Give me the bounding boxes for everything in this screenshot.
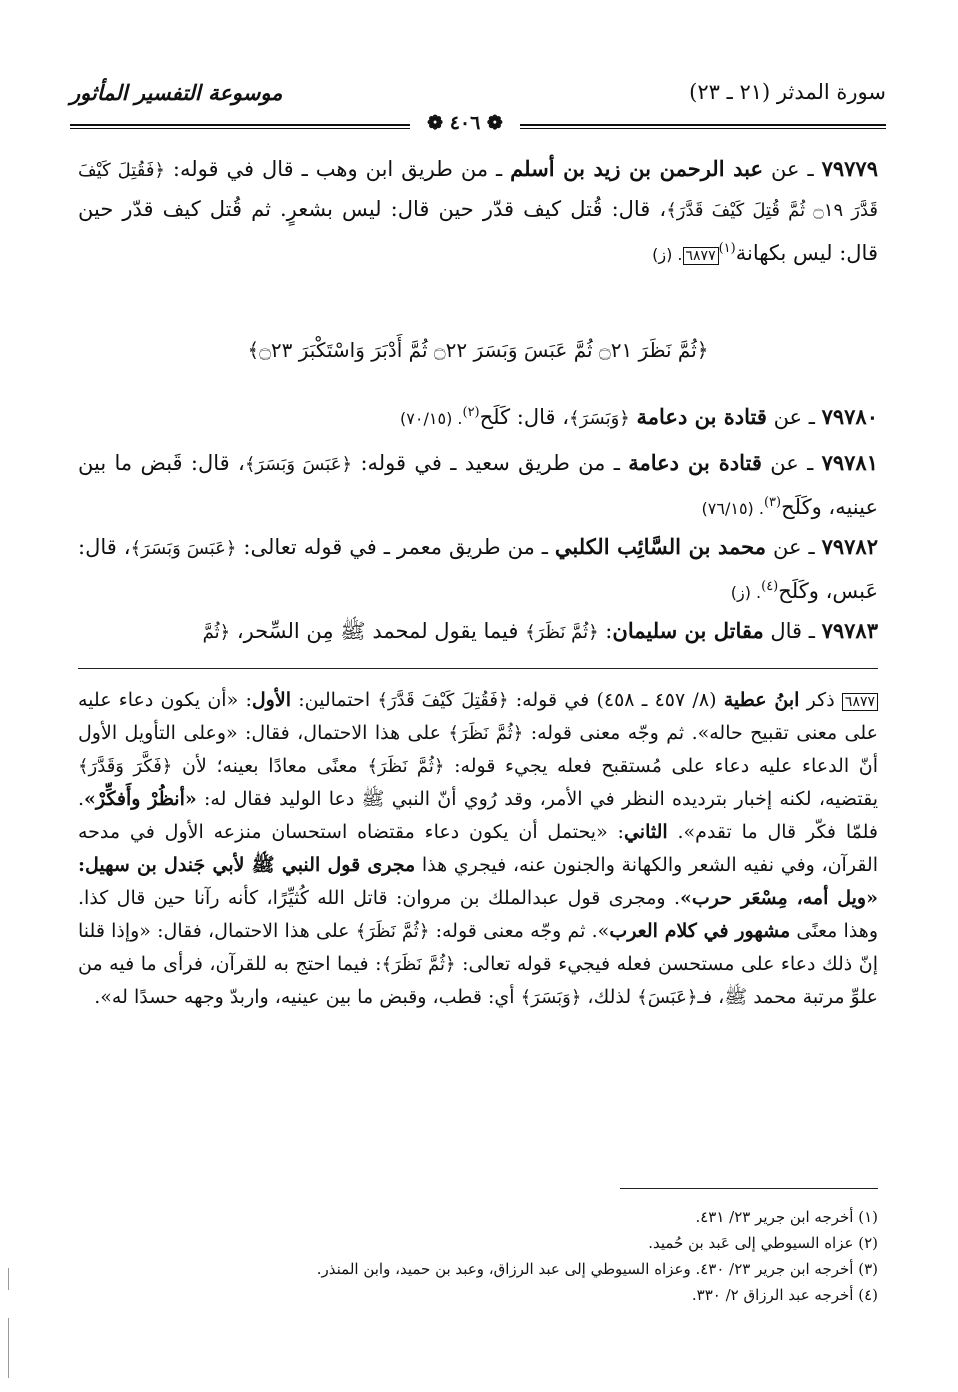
footnote-3: (٣) أخرجه ابن جرير ٢٣/ ٤٣٠. وعزاه السيوطي إلى عبد الرزاق، وعبد بن حميد، وابن المنذر. — [316, 1260, 878, 1278]
verse-range: (٢١ ـ ٢٣) — [689, 80, 771, 104]
footnote-separator — [620, 1188, 878, 1189]
source-code: . (ز) — [652, 245, 683, 264]
commentary-ref-box[interactable]: ٦٨٧٧ — [683, 247, 719, 265]
note-text: على هذا الاحتمال، فقال: «وإذا قلنا إنّ ذلك دعاء على مستحسن فعله فيجيء قوله تعالى: — [78, 920, 878, 975]
note-text: ذكر — [799, 689, 842, 711]
narrator-name: قتادة بن دعامة — [628, 450, 762, 475]
footnote-ref[interactable]: (٣) — [763, 495, 782, 510]
source-code: . (ز) — [730, 583, 762, 602]
narration-text: ـ من طريق ابن وهب ـ قال في قوله: — [164, 157, 511, 181]
narration-text: : — [598, 619, 613, 643]
narration-text: ـ من طريق معمر ـ في قوله تعالى: — [236, 535, 555, 559]
narration-number: ٧٩٧٨٣ — [821, 618, 878, 643]
quran-quote: ﴿ثُمَّ نَظَرَ﴾ — [355, 921, 430, 942]
narration-text: ، قال: عَبس، وكَلَح — [78, 535, 878, 603]
note-bold: الثاني — [623, 821, 668, 843]
footnote-ref[interactable]: (٢) — [462, 405, 480, 420]
ornament-left-icon: ❁ — [480, 112, 503, 134]
narration-text: ، قال: كَلَح — [479, 405, 570, 429]
quran-quote: ﴿ثُمَّ — [202, 622, 231, 643]
narration-79779 — [78, 150, 878, 274]
commentary-number-box: ٦٨٧٧ — [842, 693, 878, 711]
margin-mark — [8, 1318, 9, 1378]
narration-text: ، قال: قَبض ما بين عينيه، وكَلَح — [78, 451, 878, 519]
quran-quote: ﴿عَبَسَ وَبَسَرَ﴾ — [244, 454, 353, 475]
book-title: موسوعة التفسير المأثور — [70, 80, 283, 105]
narration-number: ٧٩٧٧٩ — [821, 156, 878, 181]
narrator-name: عبد الرحمن بن زيد بن أسلم — [510, 156, 764, 181]
narration-number: ٧٩٧٨١ — [821, 450, 878, 475]
note-text: : فيما احتج به للقرآن، فرأى ما فيه من علوِّ مرتبة محمد ﷺ، فـ — [78, 953, 878, 1008]
narrator-name: قتادة بن دعامة — [636, 404, 767, 429]
narration-prefix: ـ عن — [766, 535, 822, 559]
narration-prefix: ـ قال — [763, 619, 822, 643]
footnote-4: (٤) أخرجه عبد الرزاق ٢/ ٣٣٠. — [691, 1286, 878, 1304]
note-text: لذلك، — [581, 986, 638, 1008]
source-code: . (٧٠/١٥) — [400, 409, 463, 428]
quran-quote: ﴿فَقُتِلَ كَيْفَ قَدَّرَ﴾ — [377, 690, 509, 711]
narrator-name: مقاتل بن سليمان — [612, 618, 764, 643]
quran-quote: ﴿ثُمَّ نَظَرَ﴾ — [525, 622, 599, 643]
margin-mark — [8, 1268, 9, 1290]
quran-quote: ﴿وَبَسَرَ﴾ — [520, 987, 582, 1008]
commentary-note — [78, 684, 878, 1014]
quran-quote: ﴿ثُمَّ نَظَرَ﴾ — [381, 954, 456, 975]
narration-number: ٧٩٧٨٠ — [821, 404, 878, 429]
narration-79783 — [78, 612, 878, 652]
note-bold: مشهور في كلام العرب — [609, 920, 791, 942]
note-text: أي: قطب، وقبض ما بين عينيه، واربدّ وجهه حسدًا له». — [94, 986, 521, 1008]
commentary-separator — [78, 668, 878, 669]
quran-quote: ﴿عَبَسَ وَبَسَرَ﴾ — [130, 538, 237, 559]
note-text: احتمالين: — [290, 689, 378, 711]
note-text: معنًى معادًا بعينه؛ لأن — [172, 755, 368, 777]
ornament-right-icon: ❁ — [427, 112, 450, 134]
quran-quote: ﴿ثُمَّ نَظَرَ﴾ — [448, 723, 524, 744]
quran-quote: ﴿فَكَّرَ وَقَدَّرَ﴾ — [78, 756, 173, 777]
surah-heading — [689, 80, 886, 104]
note-bold: الأول — [251, 689, 291, 711]
note-text: (٨/ ٤٥٧ ـ ٤٥٨) في قوله: — [508, 689, 724, 711]
note-text: على هذا الاحتمال، فقال: «وعلى التأويل الأول أنّ الدعاء عليه دعاء على مُستقبح فعله يجيء قوله: — [78, 722, 879, 777]
footnote-2: (٢) عزاه السيوطي إلى عَبد بن حُميد. — [648, 1234, 878, 1252]
surah-title: سورة المدثر — [776, 80, 886, 104]
note-bold: ابنُ عطية — [723, 689, 800, 711]
footnote-ref[interactable]: (١) — [718, 241, 736, 256]
narration-prefix: ـ عن — [761, 451, 822, 475]
footnotes — [130, 1204, 878, 1308]
note-text: ». ثم وجّه معنى قوله: — [429, 920, 610, 942]
narrator-name: محمد بن السَّائِب الكلبي — [554, 534, 766, 559]
narration-79780 — [78, 394, 878, 438]
narration-79781 — [78, 444, 878, 528]
quran-quote: ﴿فَقُتِلَ كَيْفَ قَدَّرَ ۝١٩ ثُمَّ قُتِلَ كَيْفَ قَدَّرَ﴾ — [78, 160, 878, 221]
note-bold: مجرى قول النبي ﷺ لأبي جَندل بن سهيل: «ويل أمه، مِسْعَر حرب» — [78, 854, 878, 909]
quran-quote: ﴿ثُمَّ نَظَرَ﴾ — [367, 756, 445, 777]
source-code: . (٧٦/١٥) — [701, 499, 764, 518]
narration-prefix: ـ عن — [766, 405, 822, 429]
note-bold: «أنظُرْ وأَفكِّرْ» — [84, 788, 197, 810]
page-number-text: ٤٠٦ — [449, 112, 481, 134]
narration-text: فيما يقول لمحمد ﷺ مِن السِّحر، — [230, 619, 526, 643]
quran-quote: ﴿وَبَسَرَ﴾ — [569, 408, 630, 429]
page-number — [410, 112, 520, 138]
note-text: . ومجرى قول عبدالملك بن مروان: قاتل الله كُثيِّرًا، كأنه رآنا حين قال كذا. وهذا معنًى — [78, 887, 878, 942]
narration-text — [630, 405, 637, 429]
note-text: يقتضيه، لكنه إخبار بترديده النظر في الأمر، وقد رُوي أنّ النبي ﷺ دعا الوليد فقال له: — [196, 788, 878, 810]
quran-quote: ﴿عَبَسَ﴾ — [637, 987, 698, 1008]
note-text: : «يحتمل أن يكون دعاء مقتضاه استحسان منزعه الأول في مدحه القرآن، وفي نفيه الشعر والكهانة والجنون عنه، فيجري هذا — [78, 821, 878, 876]
narration-79782 — [78, 528, 878, 612]
footnote-ref[interactable]: (٤) — [761, 579, 779, 594]
note-text: : «أن يكون دعاء عليه على معنى تقبيح حاله». ثم وجّه معنى قوله: — [78, 689, 878, 744]
footnote-1: (١) أخرجه ابن جرير ٢٣/ ٤٣١. — [695, 1208, 878, 1226]
verse-heading: ﴿ثُمَّ نَظَرَ ۝٢١ ثُمَّ عَبَسَ وَبَسَرَ ۝٢٢ ثُمَّ أَدْبَرَ وَاسْتَكْبَرَ ۝٢٣﴾ — [247, 338, 709, 362]
narration-prefix: ـ عن — [763, 157, 822, 181]
narration-text: ـ من طريق سعيد ـ في قوله: — [352, 451, 629, 475]
note-text: . فلمّا فكّر قال ما تقدم». — [78, 788, 878, 843]
narration-text: ، قال: قُتل كيف قدّر حين قال: ليس بشعرٍ. ثم قُتل كيف قدّر حين قال: ليس بكهانة — [78, 197, 878, 265]
narration-number: ٧٩٧٨٢ — [821, 534, 878, 559]
